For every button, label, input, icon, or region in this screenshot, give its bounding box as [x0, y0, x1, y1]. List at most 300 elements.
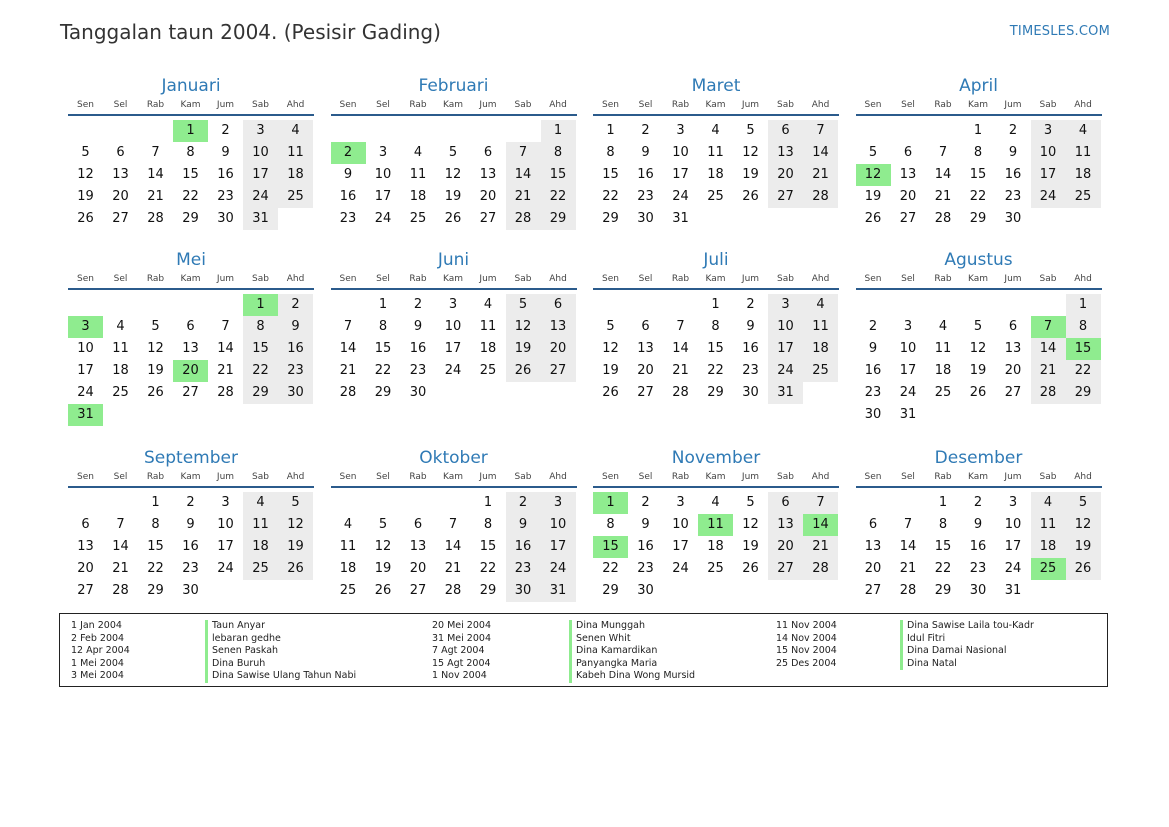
month-februari	[331, 74, 577, 226]
weekday-label: Jum	[479, 274, 497, 284]
day-cell: 17	[243, 164, 278, 186]
day-cell: 31	[672, 211, 689, 226]
month-mei	[68, 248, 314, 422]
day-cell: 13	[864, 539, 882, 554]
day-cell: 14	[506, 164, 541, 186]
weekday-label: Jum	[216, 274, 235, 284]
day-cell: 24	[1031, 186, 1066, 208]
weekday-label: Sel	[113, 274, 128, 284]
day-cell: 27	[112, 211, 129, 226]
day-cell: 22	[243, 360, 278, 382]
day-cell: 23	[864, 385, 882, 400]
day-cell: 21	[934, 189, 952, 204]
legend-holiday-name: Dina Sawise Ulang Tahun Nabi	[205, 670, 356, 683]
weekday-label: Ahd	[549, 472, 567, 482]
day-cell: 4	[413, 145, 423, 160]
day-cell: 19	[278, 536, 313, 558]
weekday-label: Sab	[514, 100, 532, 110]
day-cell: 11	[1031, 514, 1066, 536]
day-cell: 23	[182, 561, 199, 576]
weekday-label: Kam	[967, 274, 989, 284]
month-name: Juni	[437, 250, 470, 270]
day-cell: 10	[1031, 142, 1066, 164]
weekday-label: Sen	[77, 274, 94, 284]
day-cell: 9	[641, 145, 650, 160]
weekday-label: Sel	[901, 472, 915, 482]
month-name: Maret	[691, 76, 741, 96]
day-cell: 29	[602, 583, 619, 598]
weekday-label: Sel	[113, 100, 128, 110]
day-cell: 21	[803, 164, 838, 186]
day-cell: 17	[1031, 164, 1066, 186]
weekday-label: Sab	[1039, 274, 1057, 284]
day-cell: 26	[742, 189, 759, 204]
day-cell: 9	[221, 145, 230, 160]
legend-date-column	[776, 620, 837, 670]
legend-date: 15 Nov 2004	[776, 645, 837, 657]
day-cell: 9	[641, 517, 650, 532]
weekday-label: Jum	[741, 274, 760, 284]
weekday-header	[593, 272, 839, 290]
day-cell: 2	[186, 495, 195, 510]
day-cell: 22	[934, 561, 952, 576]
day-cell: 23	[637, 189, 654, 204]
day-cell: 15	[707, 341, 724, 356]
weekday-label: Kam	[705, 472, 726, 482]
day-cell: 20	[768, 536, 803, 558]
day-cell: 31	[68, 404, 103, 426]
month-name: Agustus	[944, 250, 1013, 270]
day-cell: 16	[182, 539, 199, 554]
weekday-label: Rab	[934, 472, 952, 482]
month-april	[856, 74, 1102, 226]
day-cell: 11	[1066, 142, 1101, 164]
legend-date: 12 Apr 2004	[71, 645, 130, 657]
legend-date: 3 Mei 2004	[71, 670, 124, 682]
legend-date-column	[71, 620, 130, 683]
weekday-label: Rab	[934, 100, 952, 110]
legend-holiday-name: Dina Sawise Laila tou-Kadr	[900, 620, 1034, 633]
month-name: September	[144, 448, 238, 468]
day-cell: 18	[803, 338, 838, 360]
legend-date: 1 Mei 2004	[71, 657, 124, 669]
day-cell: 6	[768, 492, 803, 514]
day-cell: 8	[606, 145, 615, 160]
day-cell: 19	[864, 189, 882, 204]
day-cell: 12	[278, 514, 313, 536]
day-cell: 16	[742, 341, 759, 356]
weekday-label: Rab	[146, 274, 165, 284]
weekday-header	[593, 98, 839, 116]
day-cell: 29	[707, 385, 724, 400]
day-cell: 15	[243, 338, 278, 360]
day-cell: 29	[147, 583, 164, 598]
day-cell: 27	[899, 211, 917, 226]
weekday-label: Jum	[479, 100, 497, 110]
legend-date: 25 Des 2004	[776, 657, 837, 669]
weekday-label: Jum	[216, 100, 235, 110]
weekday-label: Sel	[638, 274, 653, 284]
weekday-label: Jum	[216, 472, 235, 482]
day-cell: 13	[409, 539, 427, 554]
day-cell: 16	[969, 539, 987, 554]
day-cell: 14	[339, 341, 357, 356]
weekday-label: Sab	[514, 472, 532, 482]
day-cell: 27	[182, 385, 199, 400]
weekday-label: Jum	[741, 472, 760, 482]
month-name: Mei	[176, 250, 206, 270]
day-cell: 3	[768, 294, 803, 316]
day-cell: 11	[112, 341, 129, 356]
day-cell: 18	[243, 536, 278, 558]
day-cell: 28	[803, 558, 838, 580]
day-cell: 15	[1066, 338, 1101, 360]
day-cell: 4	[278, 120, 313, 142]
day-cell: 25	[934, 385, 952, 400]
day-cell: 23	[506, 558, 541, 580]
weekday-header	[856, 272, 1102, 290]
weekday-label: Kam	[967, 472, 989, 482]
day-cell: 25	[707, 561, 724, 576]
month-name: Juli	[703, 250, 729, 270]
weekday-label: Rab	[146, 100, 165, 110]
day-cell: 21	[803, 536, 838, 558]
day-cell: 17	[77, 363, 94, 378]
day-cell: 4	[116, 319, 125, 334]
day-cell: 19	[742, 167, 759, 182]
day-cell: 14	[112, 539, 129, 554]
day-cell: 11	[339, 539, 357, 554]
day-cell: 10	[899, 341, 917, 356]
day-cell: 1	[711, 297, 720, 312]
day-cell: 2	[746, 297, 755, 312]
day-cell: 7	[676, 319, 685, 334]
day-cell: 10	[374, 167, 392, 182]
weekday-label: Ahd	[811, 472, 830, 482]
day-cell: 14	[672, 341, 689, 356]
day-cell: 18	[479, 341, 497, 356]
day-cell: 7	[506, 142, 541, 164]
day-cell: 21	[217, 363, 234, 378]
weekday-label: Kam	[705, 274, 726, 284]
weekday-label: Rab	[934, 274, 952, 284]
day-cell: 9	[1008, 145, 1018, 160]
day-cell: 7	[151, 145, 160, 160]
day-cell: 26	[602, 385, 619, 400]
day-cell: 2	[221, 123, 230, 138]
weekday-header	[68, 98, 314, 116]
day-cell: 15	[479, 539, 497, 554]
day-cell: 19	[444, 189, 462, 204]
day-cell: 29	[479, 583, 497, 598]
day-cell: 26	[147, 385, 164, 400]
day-cell: 4	[711, 123, 720, 138]
day-cell: 25	[479, 363, 497, 378]
weekday-label: Rab	[409, 100, 427, 110]
day-cell: 27	[77, 583, 94, 598]
day-cell: 29	[541, 208, 576, 230]
day-cell: 23	[409, 363, 427, 378]
day-cell: 2	[973, 495, 983, 510]
day-cell: 20	[541, 338, 576, 360]
day-cell: 1	[243, 294, 278, 316]
weekday-label: Rab	[671, 100, 690, 110]
weekday-header	[856, 470, 1102, 488]
day-cell: 29	[934, 583, 952, 598]
month-name: Desember	[934, 448, 1023, 468]
day-cell: 23	[742, 363, 759, 378]
day-cell: 28	[112, 583, 129, 598]
day-cell: 5	[448, 145, 458, 160]
day-cell: 22	[147, 561, 164, 576]
day-cell: 3	[1008, 495, 1018, 510]
day-cell: 6	[541, 294, 576, 316]
day-cell: 12	[856, 164, 891, 186]
day-cell: 4	[1031, 492, 1066, 514]
day-cell: 17	[444, 341, 462, 356]
weekday-label: Sen	[77, 472, 94, 482]
day-cell: 12	[1066, 514, 1101, 536]
weekday-label: Kam	[180, 100, 201, 110]
day-cell: 30	[506, 580, 541, 602]
legend-date: 11 Nov 2004	[776, 620, 837, 631]
day-cell: 5	[746, 495, 755, 510]
day-cell: 20	[173, 360, 208, 382]
month-name: Februari	[418, 76, 489, 96]
day-cell: 21	[147, 189, 164, 204]
day-cell: 12	[602, 341, 619, 356]
day-cell: 19	[969, 363, 987, 378]
day-cell: 24	[541, 558, 576, 580]
day-cell: 5	[378, 517, 388, 532]
day-cell: 25	[1066, 186, 1101, 208]
day-cell: 24	[768, 360, 803, 382]
holiday-legend	[59, 613, 1108, 687]
weekday-label: Ahd	[286, 100, 305, 110]
day-cell: 26	[278, 558, 313, 580]
weekday-label: Ahd	[549, 274, 567, 284]
weekday-label: Ahd	[811, 100, 830, 110]
day-cell: 26	[1066, 558, 1101, 580]
day-cell: 18	[409, 189, 427, 204]
weekday-label: Sen	[339, 100, 357, 110]
day-cell: 24	[899, 385, 917, 400]
day-cell: 18	[278, 164, 313, 186]
day-cell: 30	[864, 407, 882, 422]
weekday-label: Sab	[252, 472, 269, 482]
day-cell: 14	[803, 514, 838, 536]
day-cell: 14	[147, 167, 164, 182]
day-cell: 24	[672, 189, 689, 204]
day-cell: 4	[243, 492, 278, 514]
day-cell: 12	[742, 517, 759, 532]
day-cell: 15	[969, 167, 987, 182]
legend-date: 20 Mei 2004	[432, 620, 491, 631]
day-cell: 15	[593, 536, 628, 558]
month-november	[593, 446, 839, 598]
day-cell: 1	[973, 123, 983, 138]
day-cell: 17	[541, 536, 576, 558]
legend-date: 2 Feb 2004	[71, 632, 125, 644]
page-title: Tanggalan taun 2004. (Pesisir Gading)	[60, 20, 441, 44]
day-cell: 31	[243, 208, 278, 230]
day-cell: 21	[112, 561, 129, 576]
day-cell: 3	[676, 123, 685, 138]
day-cell: 22	[602, 189, 619, 204]
day-cell: 8	[973, 145, 983, 160]
day-cell: 26	[864, 211, 882, 226]
weekday-label: Sab	[1039, 472, 1057, 482]
day-cell: 28	[1031, 382, 1066, 404]
month-juli	[593, 248, 839, 400]
day-cell: 27	[637, 385, 654, 400]
day-cell: 26	[506, 360, 541, 382]
day-cell: 5	[81, 145, 90, 160]
day-cell: 16	[864, 363, 882, 378]
weekday-label: Sen	[864, 274, 882, 284]
day-cell: 30	[182, 583, 199, 598]
day-cell: 26	[77, 211, 94, 226]
day-cell: 16	[409, 341, 427, 356]
weekday-label: Sel	[638, 472, 653, 482]
day-cell: 18	[1066, 164, 1101, 186]
day-cell: 2	[641, 123, 650, 138]
day-cell: 23	[278, 360, 313, 382]
day-cell: 1	[1066, 294, 1101, 316]
day-cell: 24	[444, 363, 462, 378]
day-cell: 3	[903, 319, 913, 334]
month-januari	[68, 74, 314, 226]
weekday-header	[593, 470, 839, 488]
day-cell: 28	[147, 211, 164, 226]
legend-name-column	[569, 620, 695, 683]
day-cell: 16	[506, 536, 541, 558]
day-cell: 3	[541, 492, 576, 514]
month-name: Januari	[161, 76, 221, 96]
day-cell: 25	[803, 360, 838, 382]
day-cell: 31	[768, 382, 803, 404]
day-cell: 9	[746, 319, 755, 334]
weekday-label: Sel	[901, 274, 915, 284]
day-cell: 10	[217, 517, 234, 532]
day-cell: 2	[278, 294, 313, 316]
day-cell: 4	[711, 495, 720, 510]
day-cell: 22	[1066, 360, 1101, 382]
day-cell: 28	[934, 211, 952, 226]
day-cell: 8	[378, 319, 388, 334]
weekday-label: Ahd	[811, 274, 830, 284]
day-cell: 12	[147, 341, 164, 356]
day-cell: 31	[899, 407, 917, 422]
day-cell: 3	[448, 297, 458, 312]
day-cell: 25	[243, 558, 278, 580]
day-cell: 20	[864, 561, 882, 576]
weekday-label: Sen	[77, 100, 94, 110]
day-cell: 10	[768, 316, 803, 338]
day-cell: 10	[77, 341, 94, 356]
day-cell: 1	[173, 120, 208, 142]
day-cell: 17	[768, 338, 803, 360]
day-cell: 2	[641, 495, 650, 510]
day-cell: 7	[903, 517, 913, 532]
legend-date: 14 Nov 2004	[776, 632, 837, 644]
weekday-label: Sen	[602, 472, 619, 482]
weekday-label: Jum	[1004, 100, 1022, 110]
day-cell: 5	[746, 123, 755, 138]
day-cell: 19	[374, 561, 392, 576]
day-cell: 5	[1066, 492, 1101, 514]
day-cell: 13	[479, 167, 497, 182]
day-cell: 30	[217, 211, 234, 226]
day-cell: 26	[444, 211, 462, 226]
legend-holiday-name: Dina Kamardikan	[569, 645, 695, 658]
legend-holiday-name: lebaran gedhe	[205, 633, 356, 646]
legend-holiday-name: Dina Damai Nasional	[900, 645, 1034, 658]
day-cell: 7	[448, 517, 458, 532]
day-cell: 24	[217, 561, 234, 576]
day-cell: 24	[77, 385, 94, 400]
day-cell: 28	[217, 385, 234, 400]
day-cell: 10	[1004, 517, 1022, 532]
legend-name-column	[205, 620, 356, 683]
legend-holiday-name: Idul Fitri	[900, 633, 1034, 646]
day-cell: 29	[602, 211, 619, 226]
weekday-label: Sen	[864, 100, 882, 110]
day-cell: 30	[1004, 211, 1022, 226]
day-cell: 14	[444, 539, 462, 554]
day-cell: 10	[243, 142, 278, 164]
day-cell: 4	[343, 517, 353, 532]
day-cell: 25	[1031, 558, 1066, 580]
month-juni	[331, 248, 577, 400]
day-cell: 30	[278, 382, 313, 404]
weekday-label: Jum	[479, 472, 497, 482]
day-cell: 26	[742, 561, 759, 576]
legend-holiday-name: Senen Paskah	[205, 645, 356, 658]
weekday-label: Sel	[901, 100, 915, 110]
weekday-label: Ahd	[549, 100, 567, 110]
weekday-label: Sab	[777, 100, 794, 110]
day-cell: 22	[541, 186, 576, 208]
day-cell: 18	[707, 167, 724, 182]
day-cell: 14	[899, 539, 917, 554]
day-cell: 4	[1066, 120, 1101, 142]
weekday-label: Ahd	[1074, 472, 1092, 482]
day-cell: 19	[147, 363, 164, 378]
day-cell: 3	[378, 145, 388, 160]
weekday-label: Sab	[1039, 100, 1057, 110]
weekday-label: Jum	[741, 100, 760, 110]
day-cell: 25	[112, 385, 129, 400]
day-cell: 30	[637, 583, 654, 598]
day-cell: 10	[444, 319, 462, 334]
month-september	[68, 446, 314, 598]
day-cell: 7	[221, 319, 230, 334]
day-cell: 2	[1008, 123, 1018, 138]
day-cell: 19	[742, 539, 759, 554]
day-cell: 17	[672, 539, 689, 554]
day-cell: 11	[479, 319, 497, 334]
weekday-label: Sab	[777, 472, 794, 482]
day-cell: 22	[479, 561, 497, 576]
day-cell: 11	[707, 145, 724, 160]
day-cell: 13	[637, 341, 654, 356]
day-cell: 5	[868, 145, 878, 160]
day-cell: 20	[112, 189, 129, 204]
brand-link[interactable]: TIMESLES.COM	[1009, 24, 1110, 39]
day-cell: 28	[444, 583, 462, 598]
legend-holiday-name: Dina Natal	[900, 658, 1034, 671]
